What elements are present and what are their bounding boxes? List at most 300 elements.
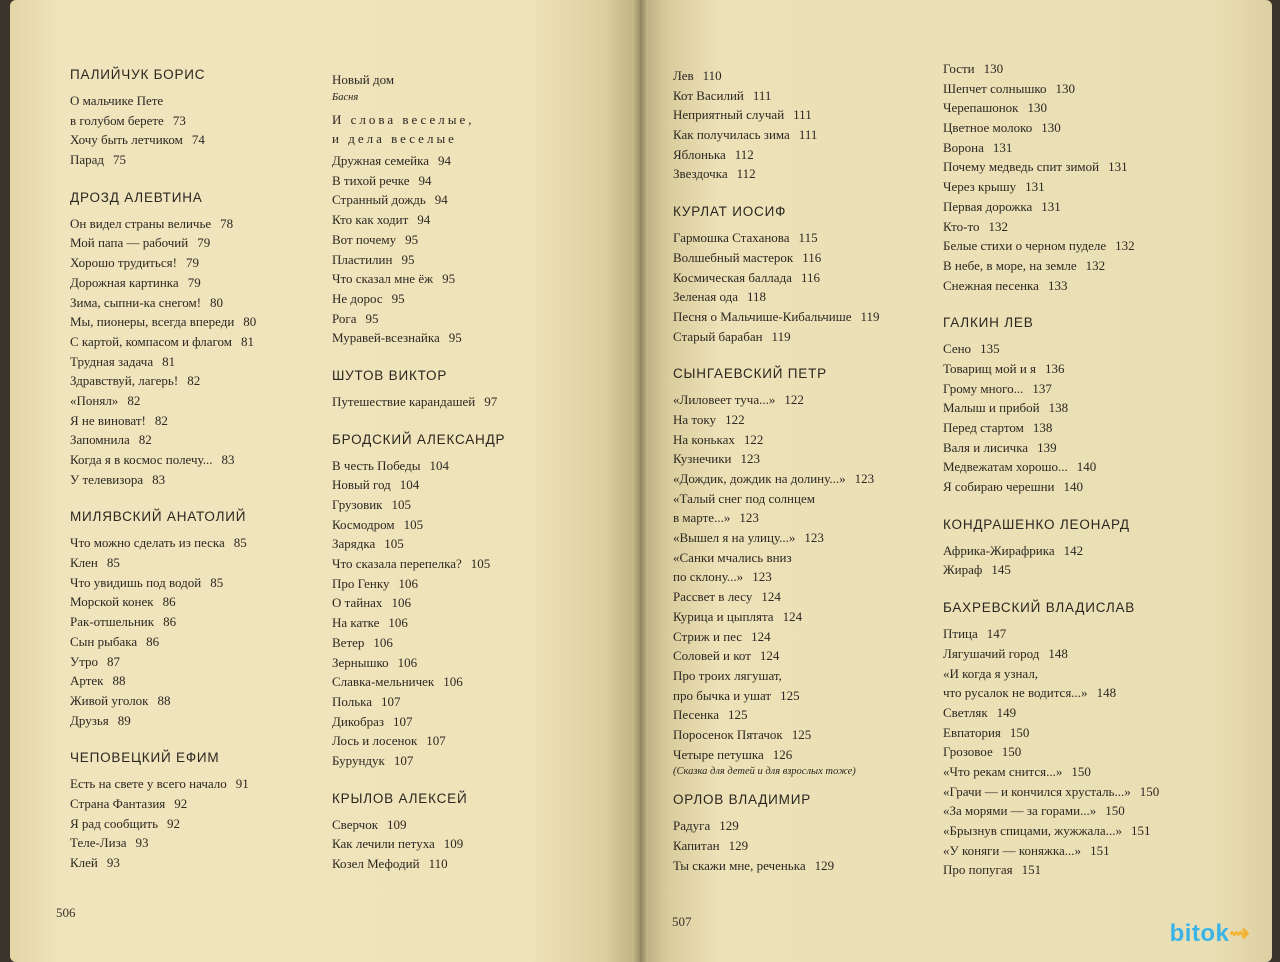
entry-title: Теле-Лиза <box>70 835 127 851</box>
entry-title: В тихой речке <box>332 172 410 188</box>
toc-entry <box>332 495 622 515</box>
entry-page-number: 136 <box>1045 360 1065 376</box>
toc-entry <box>943 79 1233 99</box>
toc-entry <box>70 794 360 814</box>
entry-title: Страна Фантазия <box>70 795 166 811</box>
entry-page-number: 123 <box>739 510 759 526</box>
entry-page-number: 138 <box>1048 400 1069 416</box>
toc-entry <box>673 410 963 430</box>
entry-title: Путешествие карандашей <box>332 393 476 409</box>
entry-title: Кот Василий <box>673 87 744 103</box>
toc-entry <box>70 233 360 253</box>
entry-page-number: 149 <box>996 704 1017 720</box>
entry-page-number: 105 <box>403 516 424 532</box>
entry-title: «Понял» <box>70 392 119 408</box>
entry-page-number: 112 <box>736 166 756 182</box>
toc-entry <box>70 91 360 111</box>
entry-page-number: 80 <box>243 314 257 330</box>
toc-entry <box>673 489 963 509</box>
entry-title: Запомнила <box>70 432 130 448</box>
entry-page-number: 93 <box>106 855 120 870</box>
toc-entry <box>70 553 360 573</box>
entry-title: На току <box>673 411 717 427</box>
entry-title: Рассвет в лесу <box>673 589 753 605</box>
toc-entry <box>70 253 360 273</box>
entry-page-number: 85 <box>233 535 247 551</box>
toc-entry <box>332 309 622 329</box>
entry-title: Гости <box>943 61 975 76</box>
entry-page-number: 105 <box>391 497 411 512</box>
entry-title: Он видел страны величье <box>70 215 212 231</box>
entry-title: Есть на свете у всего начало <box>70 776 227 792</box>
toc-entry <box>943 339 1233 359</box>
toc-entry <box>332 554 622 574</box>
entry-page-number: 89 <box>117 712 131 728</box>
toc-entry <box>70 711 360 731</box>
entry-title: Кто как ходит <box>332 212 409 228</box>
toc-entry <box>332 328 622 348</box>
entry-title: Артек <box>70 673 104 689</box>
entry-page-number: 94 <box>417 212 431 228</box>
entry-page-number: 135 <box>980 341 1000 357</box>
entry-title: в марте...» <box>673 510 731 526</box>
entry-title: Бурундук <box>332 752 385 768</box>
toc-entry <box>332 289 622 309</box>
toc-entry <box>673 607 963 627</box>
entry-title: «И когда я узнал, <box>943 665 1039 681</box>
toc-entry <box>70 293 360 313</box>
toc-entry <box>70 632 360 652</box>
toc-entry <box>332 534 622 554</box>
author-heading: СЫНГАЕВСКИЙ ПЕТР <box>673 366 827 382</box>
entry-page-number: 93 <box>135 835 149 851</box>
entry-page-number: 138 <box>1032 420 1053 435</box>
entry-page-number: 86 <box>146 633 160 649</box>
toc-entry <box>673 469 963 489</box>
entry-title: Лось и лосенок <box>332 733 418 749</box>
toc-entry <box>943 418 1233 438</box>
entry-page-number: 94 <box>418 172 432 188</box>
entry-title: Капитан <box>673 838 720 853</box>
toc-entry <box>673 228 963 248</box>
entry-title: Как лечили петуха <box>332 836 435 852</box>
toc-entry <box>332 475 622 495</box>
entry-title: «Вышел я на улицу...» <box>673 530 796 546</box>
toc-entry <box>943 782 1233 802</box>
entry-page-number: 110 <box>702 68 722 83</box>
entry-title: И слова веселые, <box>332 111 475 127</box>
entry-title: Четыре петушка <box>673 746 764 762</box>
watermark-mark-icon: ⇝ <box>1229 920 1250 947</box>
toc-entry <box>70 352 360 372</box>
toc-entry <box>70 814 360 834</box>
toc-entry <box>332 692 622 712</box>
author-section <box>943 313 1233 497</box>
entry-page-number: 142 <box>1063 542 1084 558</box>
entry-page-number: 95 <box>448 330 462 346</box>
author-heading: ЧЕПОВЕЦКИЙ ЕФИМ <box>70 750 220 766</box>
entry-title: Ты скажи мне, реченька <box>673 857 806 873</box>
entry-page-number: 105 <box>470 556 491 572</box>
entry-page-number: 122 <box>784 392 804 408</box>
toc-entry <box>332 593 622 613</box>
entry-page-number: 97 <box>484 393 498 409</box>
entry-page-number: 115 <box>798 230 818 246</box>
toc-entry <box>70 150 360 170</box>
entry-page-number: 123 <box>752 569 772 585</box>
entry-page-number: 95 <box>405 231 419 247</box>
entry-page-number: 150 <box>1139 783 1160 799</box>
entry-title: Стриж и пес <box>673 628 743 644</box>
entry-title: Не дорос <box>332 290 383 306</box>
toc-entry <box>673 725 963 745</box>
author-heading: ДРОЗД АЛЕВТИНА <box>70 189 203 205</box>
entry-page-number: 130 <box>1055 80 1076 96</box>
toc-entry <box>673 390 963 410</box>
entry-page-number: 124 <box>751 628 771 644</box>
entry-title: Новый год <box>332 477 391 493</box>
entry-page-number: 79 <box>187 274 201 290</box>
author-section <box>332 430 622 771</box>
entry-title: Грузовик <box>332 497 383 512</box>
toc-entry <box>70 652 360 672</box>
page-number-right: 507 <box>672 914 692 929</box>
entry-page-number: 79 <box>185 255 199 271</box>
author-section <box>70 748 360 872</box>
toc-entry <box>673 587 963 607</box>
entry-page-number: 92 <box>174 795 188 811</box>
entry-page-number: 86 <box>163 614 177 630</box>
entry-page-number: 140 <box>1076 459 1097 475</box>
entry-note: Басня <box>332 91 359 103</box>
entry-title: Когда я в космос полечу... <box>70 452 213 467</box>
entry-title: Я собираю черешни <box>943 479 1055 495</box>
entry-page-number: 118 <box>747 289 767 305</box>
toc-entry <box>332 854 622 874</box>
entry-page-number: 85 <box>106 555 120 571</box>
toc-entry <box>673 449 963 469</box>
toc-entry <box>673 430 963 450</box>
entry-title: Полька <box>332 693 373 709</box>
toc-entry <box>70 592 360 612</box>
entry-page-number: 88 <box>157 692 171 708</box>
entry-title: Рак-отшельник <box>70 614 155 630</box>
entry-note: (Сказка для детей и для взрослых тоже) <box>673 766 856 778</box>
entry-page-number: 148 <box>1096 685 1117 701</box>
entry-page-number: 125 <box>780 687 800 703</box>
toc-entry <box>673 856 963 876</box>
entry-title: Волшебный мастерок <box>673 249 794 265</box>
entry-page-number: 106 <box>373 634 393 650</box>
toc-entry <box>673 66 963 86</box>
entry-title: Сено <box>943 341 972 357</box>
toc-entry <box>332 815 622 835</box>
toc-entry <box>943 236 1233 256</box>
toc-entry <box>70 111 360 131</box>
entry-page-number: 129 <box>719 818 739 834</box>
toc-entry <box>943 664 1233 684</box>
author-heading: ШУТОВ ВИКТОР <box>332 367 448 383</box>
toc-entry <box>673 816 963 836</box>
entry-title: Птица <box>943 626 978 642</box>
entry-title: Дружная семейка <box>332 153 430 169</box>
entry-title: и дела веселые <box>332 131 457 147</box>
entry-page-number: 106 <box>391 595 411 611</box>
toc-entry <box>70 371 360 391</box>
page-number-left: 506 <box>56 905 76 920</box>
toc-entry <box>943 703 1233 723</box>
toc-entry <box>673 287 963 307</box>
entry-page-number: 88 <box>112 673 126 689</box>
entry-page-number: 151 <box>1130 823 1151 838</box>
toc-entry <box>673 686 963 706</box>
entry-page-number: 94 <box>434 192 448 208</box>
entry-title: В небе, в море, на земле <box>943 257 1077 273</box>
toc-entry <box>70 671 360 691</box>
entry-page-number: 126 <box>772 746 793 762</box>
toc-entry <box>673 145 963 165</box>
book-gutter <box>632 0 648 962</box>
toc-entry <box>673 627 963 647</box>
entry-title: Грому много... <box>943 380 1024 396</box>
entry-title: Зернышко <box>332 654 389 670</box>
toc-entry <box>332 515 622 535</box>
toc-entry <box>70 273 360 293</box>
toc-entry <box>332 269 622 289</box>
entry-title: Здравствуй, лагерь! <box>70 373 179 389</box>
entry-page-number: 95 <box>401 251 415 267</box>
entry-page-number: 125 <box>728 707 748 723</box>
toc-entry <box>70 573 360 593</box>
author-heading: КРЫЛОВ АЛЕКСЕЙ <box>332 790 468 806</box>
entry-page-number: 122 <box>725 411 745 427</box>
entry-page-number: 78 <box>220 215 234 231</box>
toc-entry <box>673 327 963 347</box>
entry-page-number: 150 <box>1105 803 1125 819</box>
entry-title: Поросенок Пятачок <box>673 726 783 742</box>
toc-entry <box>332 834 622 854</box>
entry-page-number: 73 <box>172 112 186 128</box>
entry-page-number: 107 <box>381 693 401 709</box>
entry-page-number: 83 <box>152 471 166 487</box>
entry-title: Рога <box>332 310 357 326</box>
toc-entry <box>70 691 360 711</box>
entry-page-number: 80 <box>210 294 224 310</box>
toc-entry <box>332 129 622 149</box>
entry-page-number: 132 <box>1115 238 1135 254</box>
entry-page-number: 82 <box>127 392 141 408</box>
entry-page-number: 119 <box>771 328 791 344</box>
entry-page-number: 104 <box>399 477 420 493</box>
entry-page-number: 106 <box>398 575 419 591</box>
entry-title: Радуга <box>673 818 711 834</box>
toc-entry <box>673 86 963 106</box>
entry-title: Ветер <box>332 634 365 650</box>
entry-page-number: 125 <box>791 726 812 742</box>
toc-entry <box>943 398 1233 418</box>
entry-title: Что сказала перепелка? <box>332 556 462 572</box>
entry-page-number: 79 <box>197 235 211 251</box>
toc-entry <box>332 392 622 412</box>
entry-page-number: 75 <box>113 152 127 168</box>
entry-page-number: 86 <box>162 594 176 610</box>
entry-title: Клен <box>70 555 98 571</box>
toc-entry <box>332 672 622 692</box>
entry-title: Козел Мефодий <box>332 856 420 871</box>
entry-page-number: 111 <box>798 127 818 143</box>
entry-title: Новый дом <box>332 72 395 87</box>
entry-title: Утро <box>70 653 99 669</box>
entry-page-number: 132 <box>988 218 1009 234</box>
toc-entry <box>673 508 963 528</box>
entry-page-number: 92 <box>167 815 181 831</box>
author-section <box>332 366 622 412</box>
entry-title: Через крышу <box>943 179 1017 195</box>
entry-page-number: 107 <box>393 752 414 768</box>
entry-title: Клей <box>70 855 98 870</box>
entry-page-number: 82 <box>187 373 201 389</box>
toc-entry <box>943 59 1233 79</box>
author-heading: ГАЛКИН ЛЕВ <box>943 315 1034 331</box>
entry-title: Морской конек <box>70 594 154 610</box>
entry-page-number: 116 <box>800 269 820 285</box>
toc-entry <box>943 860 1233 880</box>
entry-page-number: 130 <box>1041 120 1061 136</box>
entry-title: Перед стартом <box>943 420 1024 435</box>
entry-page-number: 140 <box>1063 479 1083 495</box>
toc-entry <box>673 836 963 856</box>
entry-title: Космическая баллада <box>673 269 792 285</box>
author-section <box>332 789 622 874</box>
toc-entry <box>943 157 1233 177</box>
entry-page-number: 107 <box>426 733 446 749</box>
toc-entry <box>332 151 622 171</box>
toc-entry <box>943 438 1233 458</box>
toc-entry <box>332 70 622 90</box>
toc-entry <box>332 751 622 771</box>
author-section <box>943 515 1233 580</box>
toc-entry <box>332 633 622 653</box>
entry-title: Снежная песенка <box>943 277 1039 293</box>
entry-title: Парад <box>70 152 105 168</box>
author-heading: КОНДРАШЕНКО ЛЕОНАРД <box>943 516 1130 532</box>
toc-entry <box>332 613 622 633</box>
entry-title: Про попугая <box>943 862 1013 878</box>
entry-title: Трудная задача <box>70 353 154 369</box>
author-heading: БРОДСКИЙ АЛЕКСАНДР <box>332 431 506 447</box>
entry-page-number: 106 <box>388 615 408 631</box>
entry-title: Африка-Жирафрика <box>943 542 1055 558</box>
toc-entry <box>70 533 360 553</box>
entry-title: На катке <box>332 615 380 631</box>
toc-entry <box>70 430 360 450</box>
entry-title: Кузнечики <box>673 451 732 467</box>
toc-entry <box>943 801 1233 821</box>
toc-entry <box>943 477 1233 497</box>
toc-entry <box>70 214 360 234</box>
entry-title: Странный дождь <box>332 192 426 208</box>
watermark-logo <box>1170 919 1250 948</box>
entry-page-number: 110 <box>428 856 448 871</box>
entry-title: по склону...» <box>673 569 744 585</box>
entry-title: Друзья <box>70 712 109 728</box>
entry-page-number: 106 <box>443 674 463 690</box>
entry-page-number: 147 <box>986 626 1007 642</box>
entry-page-number: 82 <box>154 412 168 428</box>
toc-entry <box>70 853 360 873</box>
toc-entry <box>943 821 1233 841</box>
entry-page-number: 105 <box>384 536 404 552</box>
toc-entry <box>943 197 1233 217</box>
entry-page-number: 150 <box>1009 724 1030 740</box>
entry-title: Лягушачий город <box>943 645 1040 661</box>
author-heading: КУРЛАТ ИОСИФ <box>673 204 787 220</box>
toc-entry <box>943 457 1233 477</box>
toc-entry <box>673 528 963 548</box>
entry-page-number: 83 <box>221 452 235 467</box>
entry-title: Звездочка <box>673 166 728 182</box>
toc-entry <box>943 841 1233 861</box>
toc-entry <box>70 391 360 411</box>
entry-title: Хорошо трудиться! <box>70 255 177 271</box>
entry-title: Что сказал мне ёж <box>332 271 434 287</box>
entry-title: Песенка <box>673 707 720 723</box>
author-section <box>673 364 963 764</box>
entry-title: «Санки мчались вниз <box>673 549 792 565</box>
author-section <box>943 598 1233 880</box>
toc-entry <box>673 646 963 666</box>
entry-title: Шепчет солнышко <box>943 80 1047 96</box>
entry-title: Ворона <box>943 139 984 155</box>
entry-title: Грозовое <box>943 744 993 760</box>
toc-entry <box>70 332 360 352</box>
entry-title: На коньках <box>673 431 735 447</box>
toc-entry <box>673 705 963 725</box>
entry-title: У телевизора <box>70 471 144 487</box>
toc-entry <box>332 171 622 191</box>
entry-page-number: 132 <box>1085 257 1106 273</box>
author-section <box>673 790 963 875</box>
entry-title: «Талый снег под солнцем <box>673 490 815 506</box>
entry-page-number: 124 <box>759 648 780 664</box>
entry-page-number: 109 <box>387 816 407 832</box>
entry-page-number: 91 <box>235 776 249 792</box>
toc-entry <box>943 762 1233 782</box>
entry-page-number: 133 <box>1047 277 1068 293</box>
entry-page-number: 95 <box>442 271 456 287</box>
entry-title: Кто-то <box>943 218 980 234</box>
entry-page-number: 109 <box>443 836 464 852</box>
entry-title: О мальчике Пете <box>70 93 164 108</box>
toc-entry <box>943 379 1233 399</box>
toc-entry <box>332 230 622 250</box>
toc-entry <box>943 560 1233 580</box>
entry-title: Я рад сообщить <box>70 815 159 831</box>
toc-entry <box>943 138 1233 158</box>
entry-title: Я не виноват! <box>70 412 146 428</box>
entry-page-number: 95 <box>391 290 405 306</box>
toc-entry <box>332 731 622 751</box>
toc-entry <box>943 217 1233 237</box>
toc-column-4 <box>943 59 1233 880</box>
entry-title: в голубом берете <box>70 112 164 128</box>
entry-title: Неприятный случай <box>673 107 785 123</box>
entry-title: Дорожная картинка <box>70 274 179 290</box>
entry-page-number: 116 <box>802 249 822 265</box>
entry-page-number: 124 <box>782 608 803 624</box>
entry-title: Зарядка <box>332 536 376 552</box>
toc-entry <box>673 745 963 765</box>
